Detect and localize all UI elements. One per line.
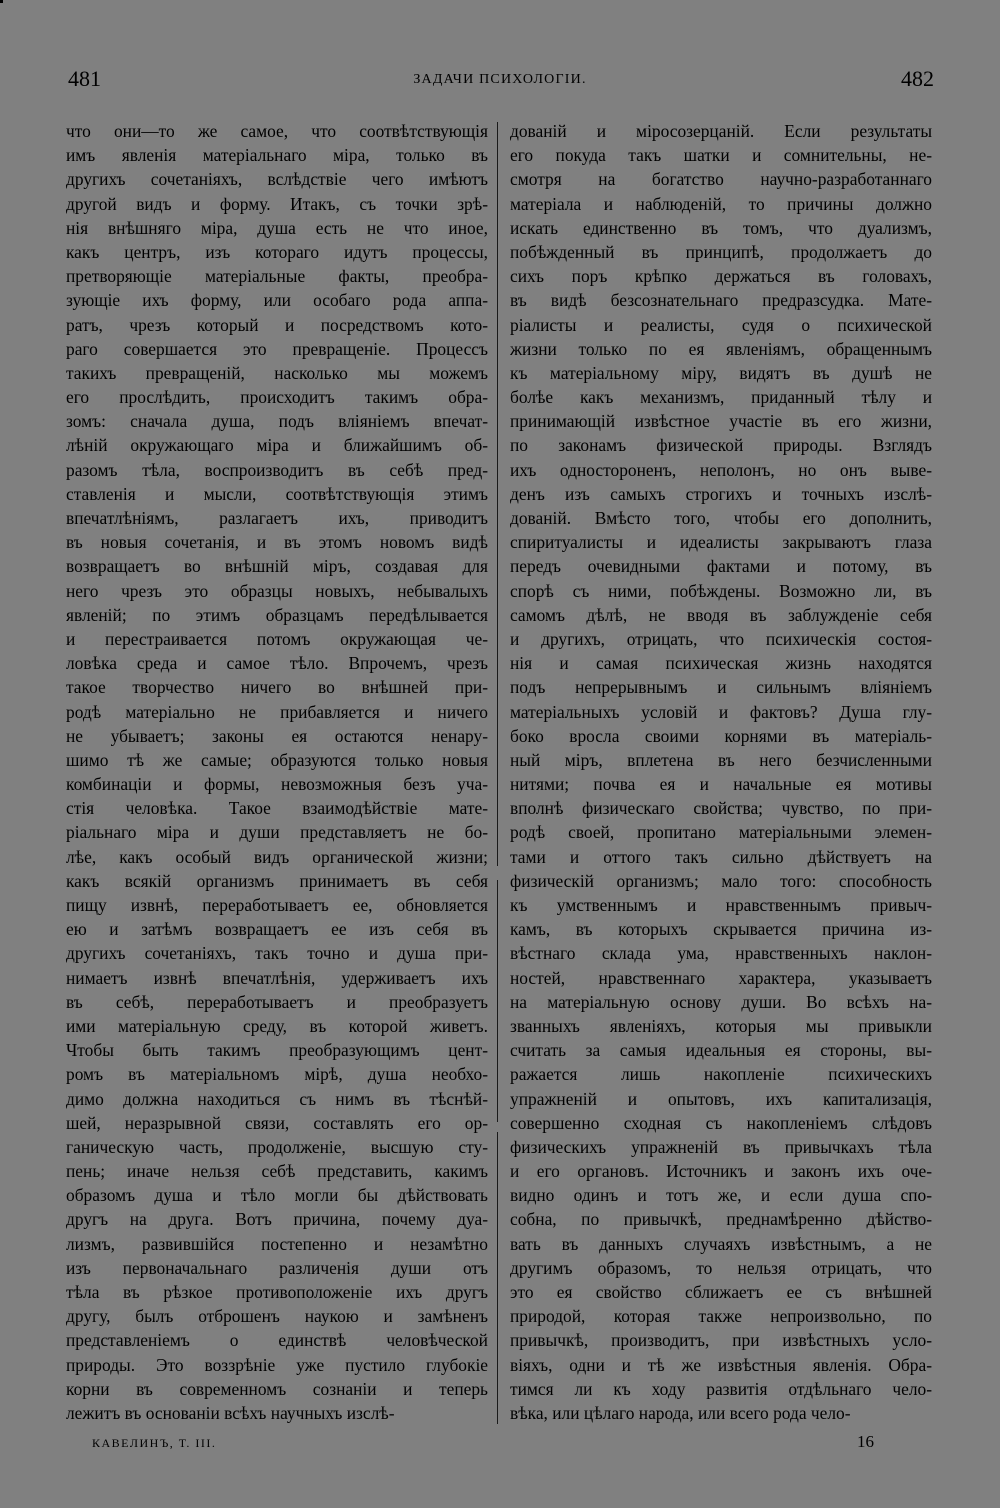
text-line: нія и самая психическая жизнь находятся [510, 653, 932, 674]
text-line: раго совершается это превращеніе. Процессъ [66, 338, 488, 359]
text-line: болѣе какъ механизмъ, приданный тѣлу и [510, 387, 932, 408]
text-line: побѣжденный въ принципѣ, продолжаетъ до [510, 241, 932, 262]
text-line: что они—то же самое, что соотвѣтствующія [66, 121, 488, 141]
text-line: него чрезъ это образцы новыхъ, небывалыхъ [66, 580, 488, 601]
text-line: пищу извнѣ, переработываетъ ее, обновляется [66, 895, 488, 915]
text-line: и перестраивается потомъ окружающая че- [66, 628, 488, 649]
text-line: вѣстнаго склада ума, нравственныхъ наклон- [510, 943, 932, 964]
text-line: ріальнаго міра и души представляетъ не бо- [66, 822, 488, 843]
text-line: собна, по привычкѣ, преднамѣренно дѣйство- [510, 1209, 932, 1230]
text-line: и другихъ, отрицать, что психическія состоя- [510, 628, 932, 649]
text-line: ный міръ, вплетена въ него безчисленными [510, 749, 932, 770]
text-line: матеріальныхъ условій и фактовъ? Душа глу- [510, 701, 932, 722]
text-line: ставленія и мысли, соотвѣтствующія этимъ [66, 483, 488, 504]
text-line: шимо тѣ же самые; образуются только новыя [66, 749, 488, 770]
text-line: другихъ сочетаніяхъ, такъ точно и душа при- [66, 943, 488, 964]
text-line: въ себѣ, переработываетъ и преобразуетъ [66, 991, 488, 1012]
text-line: физическій организмъ; мало того: способность [510, 870, 932, 891]
text-line: тѣла въ рѣзкое противоположеніе ихъ другъ [66, 1282, 488, 1302]
printer-signature: КАВЕЛИНЪ, Т. III. [92, 1436, 217, 1450]
page-header [62, 66, 938, 96]
text-line: самомъ дѣлѣ, не вводя въ заблужденіе себя [510, 604, 932, 625]
text-line: боко вросла своими корнями въ матеріаль- [510, 725, 932, 746]
text-line: лѣе, какъ особый видъ органической жизни; [66, 846, 488, 867]
text-line: димо должна находиться съ нимъ въ тѣснѣй- [66, 1088, 488, 1109]
text-line: природы. Это воззрѣніе уже пустило глубокіе [66, 1354, 488, 1375]
text-line: впечатлѣніямъ, разлагаетъ ихъ, приводитъ [66, 508, 488, 528]
text-line: ріалисты и реалисты, судя о психической [510, 314, 932, 335]
left-page-number: 481 [68, 66, 101, 91]
text-line: на матеріальную основу души. Во всѣхъ на- [510, 991, 932, 1012]
text-line: дованій. Вмѣсто того, чтобы его дополнить, [510, 508, 932, 528]
text-line: въ видѣ безсознательнаго предразсудка. Мате- [510, 290, 932, 311]
text-line: совершенно сходная съ накопленіемъ слѣдовъ [510, 1112, 932, 1133]
text-line: другихъ сочетаніяхъ, вслѣдствіе чего имѣютъ [66, 169, 488, 190]
text-line: комбинаціи и формы, невозможныя безъ уча- [66, 774, 488, 795]
right-text-column [510, 119, 932, 1425]
text-line: матеріала и наблюденій, то причины должно [510, 193, 932, 214]
text-line: не убываетъ; законы ея остаются ненару- [66, 725, 488, 746]
running-title: ЗАДАЧИ ПСИХОЛОГІИ. [413, 72, 587, 87]
text-line: къ умственнымъ и нравственнымъ привыч- [510, 895, 932, 915]
text-line: подъ непрерывнымъ и сильнымъ вліяніемъ [510, 677, 932, 698]
text-line: вѣка, или цѣлаго народа, или всего рода чело- [510, 1402, 851, 1423]
text-line: нимаетъ извнѣ впечатлѣнія, удерживаетъ ихъ [66, 967, 488, 988]
text-line: другой видъ и форму. Итакъ, съ точки зрѣ- [66, 193, 488, 214]
text-line: такихъ превращеній, насколько мы можемъ [66, 362, 488, 383]
text-line: родѣ своей, пропитано матеріальными элемен- [510, 822, 932, 843]
text-line: принимающій извѣстное участіе въ его жизни, [510, 411, 932, 432]
text-line: явленій; по этимъ образцамъ передѣлывается [66, 604, 488, 625]
text-line: тимся ли къ ходу развитія отдѣльнаго чело- [510, 1378, 932, 1399]
text-line: образомъ душа и тѣло могли бы дѣйствовать [66, 1185, 488, 1206]
left-text-column [66, 119, 488, 1425]
text-line: зомъ: сначала душа, подъ вліяніемъ впечат- [66, 411, 488, 432]
text-line: какъ всякій организмъ принимаетъ въ себя [66, 870, 488, 891]
text-line: лѣній окружающаго міра и ближайшимъ об- [66, 435, 488, 456]
text-line: ромъ въ матеріальномъ мірѣ, душа необхо- [66, 1064, 488, 1085]
column-divider-gap [497, 866, 498, 880]
page-footer [62, 1432, 938, 1456]
text-line: тами и оттого такъ сильно дѣйствуетъ на [510, 846, 932, 867]
text-line: ею и затѣмъ возвращаетъ ее изъ себя въ [66, 919, 488, 940]
text-line: ловѣка среда и самое тѣло. Впрочемъ, чрезъ [66, 653, 488, 674]
text-line: сихъ поръ крѣпко держаться въ головахъ, [510, 266, 932, 287]
text-line: физическихъ упражненій въ привычкахъ тѣла [510, 1136, 932, 1157]
text-line: къ матеріальному міру, видятъ въ душѣ не [510, 362, 932, 383]
text-line: стія человѣка. Такое взаимодѣйствіе мате- [66, 798, 488, 819]
right-page-number: 482 [901, 66, 934, 91]
text-line: зующіе ихъ форму, или особаго рода аппа- [66, 290, 488, 311]
text-line: жизни только по ея явленіямъ, обращеннымъ [510, 338, 932, 359]
text-line: такое творчество ничего во внѣшней при- [66, 677, 488, 698]
text-line: считать за самыя идеальныя ея стороны, вы- [510, 1040, 932, 1061]
text-line: привычкѣ, производитъ, при извѣстныхъ усло- [510, 1330, 932, 1351]
text-line: спорѣ съ ними, побѣждены. Возможно ли, въ [510, 580, 932, 601]
text-line: корни въ современномъ сознаніи и теперь [66, 1378, 488, 1399]
text-line: по законамъ физической природы. Взглядъ [510, 435, 932, 456]
text-line: его покуда такъ шатки и сомнительны, не- [510, 145, 932, 166]
text-line: ихъ одностороненъ, неполонъ, но онъ выве- [510, 459, 932, 480]
text-line: шей, неразрывной связи, составлять его ор- [66, 1112, 488, 1133]
text-line: и его органовъ. Источникъ и законъ ихъ оче- [510, 1161, 932, 1182]
text-line: его прослѣдить, происходитъ такимъ обра- [66, 387, 488, 408]
text-line: званныхъ явленіяхъ, которыя мы привыкли [510, 1015, 932, 1036]
sheet-number: 16 [857, 1432, 874, 1451]
text-line: лизмъ, развившійся постепенно и незамѣтно [66, 1233, 488, 1254]
text-line: въ новыя сочетанія, и въ этомъ новомъ видѣ [66, 532, 488, 553]
text-line: другъ на друга. Вотъ причина, почему дуа- [66, 1209, 488, 1230]
text-line: вполнѣ физическаго свойства; чувство, по при- [510, 798, 932, 819]
text-line: разомъ тѣла, воспроизводитъ въ себѣ пред- [66, 459, 488, 480]
text-line: лежитъ въ основаніи всѣхъ научныхъ изслѣ- [66, 1402, 395, 1423]
text-line: ганическую часть, продолженіе, высшую сту- [66, 1136, 488, 1157]
text-line: ими матеріальную среду, въ которой живетъ. [66, 1015, 488, 1036]
text-line: вать въ данныхъ случаяхъ извѣстнымъ, а не [510, 1233, 932, 1254]
text-line: представленіемъ о единствѣ человѣческой [66, 1330, 488, 1351]
text-line: ражается лишь накопленіе психическихъ [510, 1064, 932, 1085]
text-line: имъ явленія матеріальнаго міра, только въ [66, 145, 488, 166]
text-line: нія внѣшняго міра, душа есть не что иное, [66, 217, 488, 238]
column-divider [497, 122, 498, 1424]
text-line: изъ первоначальнаго различенія души отъ [66, 1257, 488, 1278]
text-line: Чтобы быть такимъ преобразующимъ цент- [66, 1040, 488, 1061]
text-line: смотря на богатство научно-разработаннаго [510, 169, 932, 190]
text-line: спиритуалисты и идеалисты закрываютъ глаза [510, 532, 932, 553]
text-line: камъ, въ которыхъ скрывается причина из- [510, 919, 932, 940]
text-line: нитями; почва ея и начальные ея мотивы [510, 774, 932, 795]
text-line: искать единственно въ томъ, что дуализмъ, [510, 217, 932, 238]
text-line: віяхъ, одни и тѣ же извѣстныя явленія. Обра- [510, 1354, 932, 1375]
column-divider-gap [497, 1122, 498, 1132]
scan-corner-mark [0, 0, 3, 3]
text-line: природой, которая также непроизвольно, по [510, 1306, 932, 1327]
text-line: претворяющіе матеріальные факты, преобра- [66, 266, 488, 287]
text-line: денъ изъ самыхъ строгихъ и точныхъ изслѣ- [510, 483, 932, 504]
text-line: пень; иначе нельзя себѣ представить, какимъ [66, 1161, 488, 1182]
text-line: это ея свойство сближаетъ ее съ внѣшней [510, 1282, 932, 1302]
text-line: упражненій и опытовъ, ихъ капитализація, [510, 1088, 932, 1109]
text-line: другимъ образомъ, то нельзя отрицать, что [510, 1257, 932, 1278]
text-line: возвращаетъ во внѣшній міръ, создавая для [66, 556, 488, 577]
text-line: ностей, нравственнаго характера, указываетъ [510, 967, 932, 988]
text-line: видно одинъ и тотъ же, и если душа спо- [510, 1185, 932, 1206]
text-line: родѣ матеріально не прибавляется и ничего [66, 701, 488, 722]
text-line: ратъ, чрезъ который и посредствомъ кото- [66, 314, 488, 335]
text-line: дованій и міросозерцаній. Если результаты [510, 121, 932, 141]
text-line: другу, былъ отброшенъ наукою и замѣненъ [66, 1306, 488, 1327]
text-line: какъ центръ, изъ котораго идутъ процессы, [66, 241, 488, 262]
text-line: передъ очевидными фактами и потому, въ [510, 556, 932, 577]
